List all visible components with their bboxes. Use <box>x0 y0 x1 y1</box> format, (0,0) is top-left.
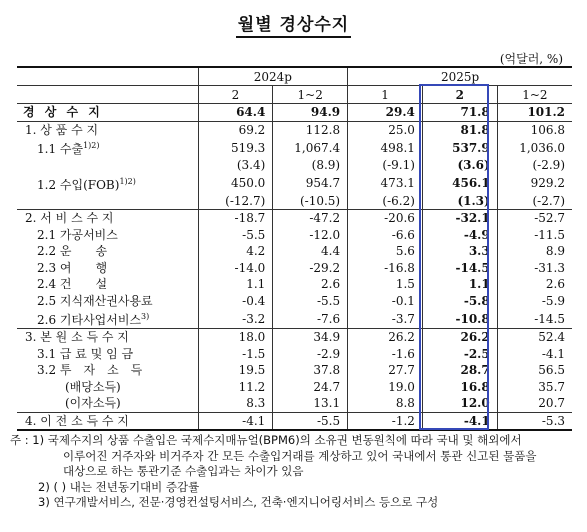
cell-value: -5.3 <box>497 412 572 430</box>
cell-value: -32.1 <box>422 210 497 227</box>
cell-value: 71.8 <box>422 104 497 122</box>
cell-value: -52.7 <box>497 210 572 227</box>
cell-value: -5.8 <box>422 293 497 310</box>
cell-value: 473.1 <box>348 174 423 193</box>
unit-label: (억달러, %) <box>499 52 563 66</box>
table-row <box>17 121 572 138</box>
header-year-2025: 2025p <box>348 67 572 86</box>
footnote-marker: 1)2) <box>83 141 100 150</box>
footnote-marker: 1)2) <box>119 176 136 186</box>
table-row <box>17 138 572 157</box>
cell-value: 537.9 <box>422 138 497 157</box>
cell-value: 1,067.4 <box>273 138 348 157</box>
cell-value: 28.7 <box>422 362 497 379</box>
row-label: 2. 서 비 스 수 지 <box>17 210 198 227</box>
cell-value: (-6.2) <box>348 193 423 210</box>
cell-value: -4.9 <box>422 227 497 244</box>
row-label: 2.5 지식재산권사용료 <box>37 293 153 308</box>
cell-value: (-2.7) <box>497 193 572 210</box>
footnotes <box>10 433 580 511</box>
cell-value: 12.0 <box>422 395 497 412</box>
cell-value: -6.6 <box>348 227 423 244</box>
table-row <box>17 395 572 412</box>
cell-value: 101.2 <box>497 104 572 122</box>
cell-value: -5.5 <box>273 412 348 430</box>
cell-value: -5.5 <box>198 227 273 244</box>
row-label: 1.1 수출$^{1)2)}$ <box>37 141 100 156</box>
table-row <box>17 174 572 193</box>
note-1: 주 : 1) 국제수지의 상품 수출입은 국제수지매뉴얼(BPM6)의 소유권 변동원칙에 따라 국내 및 해외에서 <box>10 433 522 447</box>
cell-value: 929.2 <box>497 174 572 193</box>
cell-value: -4.1 <box>198 412 273 430</box>
table-row <box>17 346 572 363</box>
row-label: 1.2 수입(FOB)$^{1)2)}$ <box>37 176 136 192</box>
header-year-2024: 2024p <box>198 67 348 86</box>
cell-value: 3.3 <box>422 243 497 260</box>
header-col: 1 <box>348 86 423 104</box>
cell-value: -14.0 <box>198 260 273 277</box>
table-row <box>17 379 572 396</box>
header-blank <box>17 67 198 86</box>
cell-value: -14.5 <box>497 309 572 329</box>
cell-value: 24.7 <box>273 379 348 396</box>
table-row <box>17 412 572 430</box>
cell-value: 13.1 <box>273 395 348 412</box>
table-row <box>17 227 572 244</box>
cell-value: 4.4 <box>273 243 348 260</box>
cell-value: -10.8 <box>422 309 497 329</box>
cell-value: -1.5 <box>198 346 273 363</box>
cell-value: 81.8 <box>422 121 497 138</box>
cell-value: -5.9 <box>497 293 572 310</box>
row-label <box>17 193 198 210</box>
cell-value: 19.0 <box>348 379 423 396</box>
cell-value: -11.5 <box>497 227 572 244</box>
cell-value: (1.3) <box>422 193 497 210</box>
cell-value: 1.5 <box>348 276 423 293</box>
table-row <box>17 309 572 329</box>
cell-value: 1.1 <box>198 276 273 293</box>
row-label: 4. 이 전 소 득 수 지 <box>17 412 198 430</box>
cell-value: -4.1 <box>422 412 497 430</box>
header-col: 1~2 <box>497 86 572 104</box>
row-label: (배당소득) <box>65 379 121 394</box>
note-3: 3) 연구개발서비스, 전문·경영컨설팅서비스, 건축·엔지니어링서비스 등으로 구성 <box>38 495 439 509</box>
table-row <box>17 329 572 346</box>
cell-value: (-10.5) <box>273 193 348 210</box>
row-label: 1. 상 품 수 지 <box>17 121 198 138</box>
cell-value: -18.7 <box>198 210 273 227</box>
header-col: 2 <box>422 86 497 104</box>
cell-value: -47.2 <box>273 210 348 227</box>
cell-value: 5.6 <box>348 243 423 260</box>
cell-value: 69.2 <box>198 121 273 138</box>
table-row <box>17 157 572 174</box>
cell-value: 106.8 <box>497 121 572 138</box>
cell-value: -14.5 <box>422 260 497 277</box>
cell-value: 25.0 <box>348 121 423 138</box>
cell-value: 1,036.0 <box>497 138 572 157</box>
cell-value: 64.4 <box>198 104 273 122</box>
cell-value: 37.8 <box>273 362 348 379</box>
cell-value: 18.0 <box>198 329 273 346</box>
cell-value: 27.7 <box>348 362 423 379</box>
row-label: 경 상 수 지 <box>23 105 103 120</box>
cell-value: 26.2 <box>348 329 423 346</box>
header-col: 1~2 <box>273 86 348 104</box>
note-1-cont: 대상으로 하는 통관기준 수출입과는 차이가 있음 <box>63 464 304 478</box>
row-label: 2.3 여 행 <box>37 260 108 275</box>
current-account-table <box>17 66 572 431</box>
row-label: 2.2 운 송 <box>37 244 108 259</box>
cell-value: 954.7 <box>273 174 348 193</box>
cell-value: 34.9 <box>273 329 348 346</box>
cell-value: 498.1 <box>348 138 423 157</box>
cell-value: 4.2 <box>198 243 273 260</box>
row-label: 3.1 급 료 및 임 금 <box>37 346 134 361</box>
cell-value: 2.6 <box>273 276 348 293</box>
cell-value: -0.4 <box>198 293 273 310</box>
cell-value: 94.9 <box>273 104 348 122</box>
row-label: 2.6 기타사업서비스$^{3)}$ <box>37 312 150 327</box>
footnote-marker: 3) <box>141 312 150 321</box>
cell-value: 8.8 <box>348 395 423 412</box>
cell-value: -7.6 <box>273 309 348 329</box>
cell-value: 1.1 <box>422 276 497 293</box>
cell-value: -0.1 <box>348 293 423 310</box>
cell-value: -2.9 <box>273 346 348 363</box>
cell-value: (-9.1) <box>348 157 423 174</box>
cell-value: 29.4 <box>348 104 423 122</box>
cell-value: 112.8 <box>273 121 348 138</box>
cell-value: 450.0 <box>198 174 273 193</box>
note-2: 2) ( ) 내는 전년동기대비 증감률 <box>38 479 200 494</box>
cell-value: (-12.7) <box>198 193 273 210</box>
cell-value: 2.6 <box>497 276 572 293</box>
row-label: 3.2 투 자 소 득 <box>37 363 143 378</box>
cell-value: 11.2 <box>198 379 273 396</box>
cell-value: 26.2 <box>422 329 497 346</box>
table-row <box>17 293 572 310</box>
cell-value: 16.8 <box>422 379 497 396</box>
cell-value: 52.4 <box>497 329 572 346</box>
page-title: 월별 경상수지 <box>0 10 587 35</box>
cell-value: 56.5 <box>497 362 572 379</box>
cell-value: (8.9) <box>273 157 348 174</box>
table-row <box>17 210 572 227</box>
cell-value: (3.6) <box>422 157 497 174</box>
cell-value: 519.3 <box>198 138 273 157</box>
cell-value: 35.7 <box>497 379 572 396</box>
table-row <box>17 362 572 379</box>
cell-value: (3.4) <box>198 157 273 174</box>
header-col: 2 <box>198 86 273 104</box>
row-label: 2.1 가공서비스 <box>37 227 118 242</box>
cell-value: 19.5 <box>198 362 273 379</box>
cell-value: (-2.9) <box>497 157 572 174</box>
cell-value: 8.9 <box>497 243 572 260</box>
cell-value: -31.3 <box>497 260 572 277</box>
cell-value: -29.2 <box>273 260 348 277</box>
cell-value: -1.6 <box>348 346 423 363</box>
row-label: 3. 본 원 소 득 수 지 <box>17 329 198 346</box>
row-label: (이자소득) <box>65 396 121 411</box>
note-1-cont: 이루어진 거주자와 비거주자 간 모든 수출입거래를 계상하고 있어 국내에서 통관 신고된 물품을 <box>63 448 537 463</box>
table-row <box>17 104 572 122</box>
cell-value: -20.6 <box>348 210 423 227</box>
cell-value: -3.2 <box>198 309 273 329</box>
row-label: 2.4 건 설 <box>37 277 108 292</box>
table-row <box>17 193 572 210</box>
cell-value: -1.2 <box>348 412 423 430</box>
cell-value: -12.0 <box>273 227 348 244</box>
cell-value: -3.7 <box>348 309 423 329</box>
cell-value: 8.3 <box>198 395 273 412</box>
cell-value: -2.5 <box>422 346 497 363</box>
table-row <box>17 243 572 260</box>
cell-value: -4.1 <box>497 346 572 363</box>
cell-value: 20.7 <box>497 395 572 412</box>
header-blank-2 <box>17 86 198 104</box>
cell-value: -16.8 <box>348 260 423 277</box>
table-row <box>17 260 572 277</box>
row-label <box>17 157 198 174</box>
table-row <box>17 276 572 293</box>
cell-value: 456.1 <box>422 174 497 193</box>
cell-value: -5.5 <box>273 293 348 310</box>
